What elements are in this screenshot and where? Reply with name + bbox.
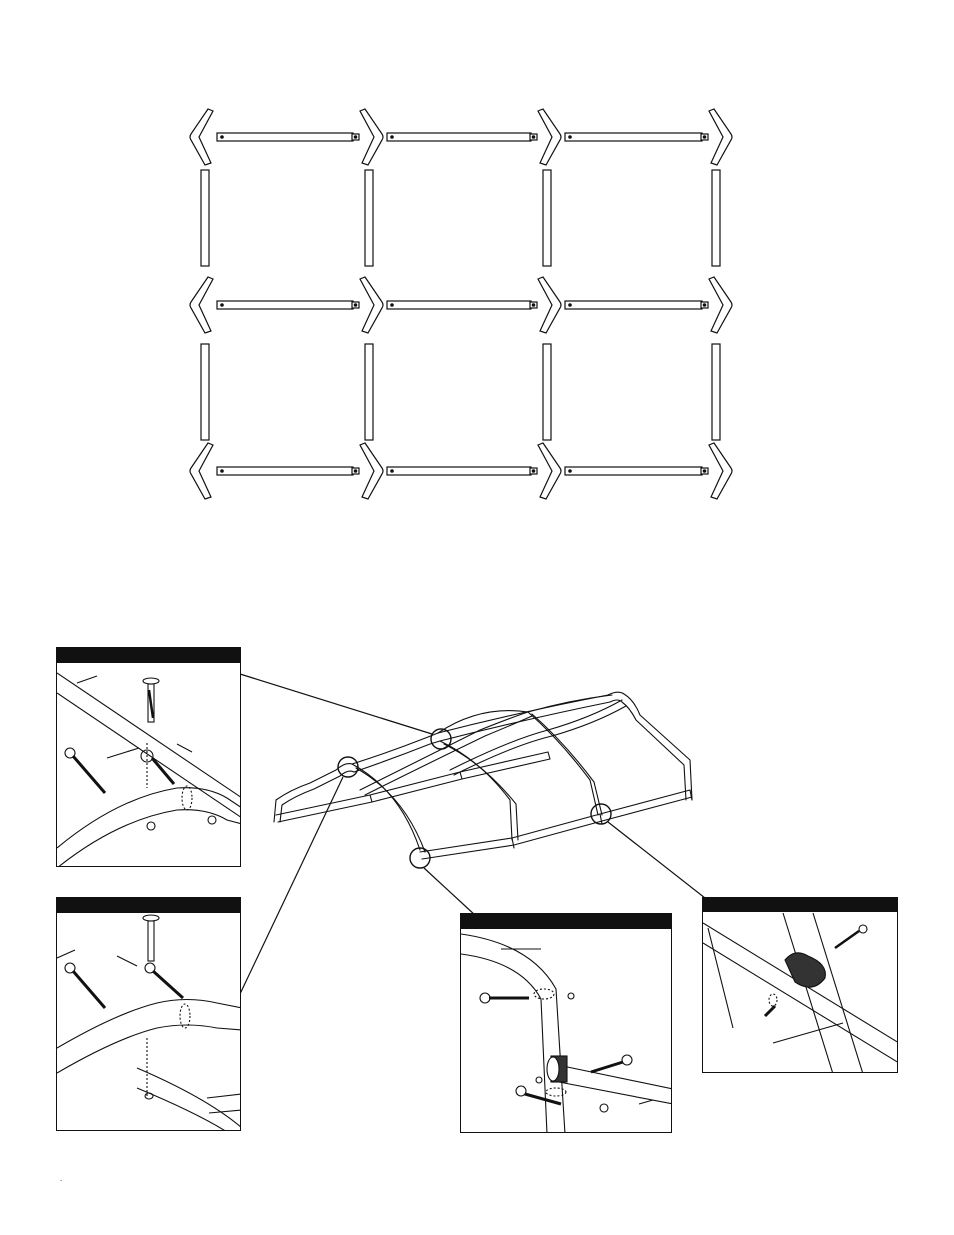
detail-drawing (703, 898, 898, 1073)
vertical-tube (712, 344, 720, 440)
tube-bolt-hole (532, 304, 534, 306)
tube-bolt-hole (569, 470, 571, 472)
leader-leg (424, 868, 476, 916)
tube-bolt-hole (532, 470, 534, 472)
detail-side-rail (702, 897, 898, 1073)
horizontal-tube (387, 467, 531, 475)
tube-bolt-hole (354, 470, 356, 472)
horizontal-tube (387, 301, 531, 309)
tube-bolt-hole (221, 304, 223, 306)
corner-connector-piece (709, 443, 732, 499)
corner-connector-piece (190, 443, 213, 499)
corner-connector-piece (538, 443, 561, 499)
vertical-tube (201, 344, 209, 440)
horizontal-tube (565, 301, 702, 309)
corner-connector-piece (709, 109, 732, 165)
tube-bolt-hole (391, 470, 393, 472)
tube-bolt-hole (221, 136, 223, 138)
leader-ridge (240, 674, 432, 734)
horizontal-tube (217, 133, 353, 141)
horizontal-tube (387, 133, 531, 141)
parts-layout-grid (190, 109, 732, 499)
tube-bolt-hole (354, 304, 356, 306)
detail-leg-joint (460, 913, 672, 1133)
vertical-tube (365, 344, 373, 440)
corner-connector-piece (360, 109, 383, 165)
horizontal-tube (217, 301, 353, 309)
corner-connector-piece (190, 109, 213, 165)
tube-bolt-hole (354, 136, 356, 138)
horizontal-tube (565, 467, 702, 475)
corner-connector-piece (538, 109, 561, 165)
tube-bolt-hole (221, 470, 223, 472)
tube-bolt-hole (391, 136, 393, 138)
corner-connector-piece (190, 277, 213, 333)
tube-bolt-hole (703, 136, 705, 138)
detail-top-ridge (56, 647, 241, 867)
vertical-tube (712, 170, 720, 266)
vertical-tube (543, 344, 551, 440)
tube-bolt-hole (703, 470, 705, 472)
horizontal-tube (217, 467, 353, 475)
tube-bolt-hole (391, 304, 393, 306)
corner-connector-piece (360, 277, 383, 333)
vertical-tube (365, 170, 373, 266)
tube-bolt-hole (532, 136, 534, 138)
vertical-tube (543, 170, 551, 266)
leader-left-corner (240, 777, 343, 994)
leader-rail (608, 822, 705, 898)
detail-drawing (461, 914, 672, 1133)
callout-markers (338, 729, 611, 868)
tube-bolt-hole (569, 136, 571, 138)
detail-drawing (57, 648, 241, 867)
corner-connector-piece (360, 443, 383, 499)
callout-left-corner-circle (338, 757, 358, 777)
detail-left-corner (56, 897, 241, 1131)
tube-bolt-hole (703, 304, 705, 306)
corner-connector-piece (709, 277, 732, 333)
tube-bolt-hole (569, 304, 571, 306)
detail-drawing (57, 898, 241, 1131)
vertical-tube (201, 170, 209, 266)
horizontal-tube (565, 133, 702, 141)
page-footer-mark: . (60, 1174, 63, 1183)
corner-connector-piece (538, 277, 561, 333)
frame-illustration (274, 692, 692, 859)
